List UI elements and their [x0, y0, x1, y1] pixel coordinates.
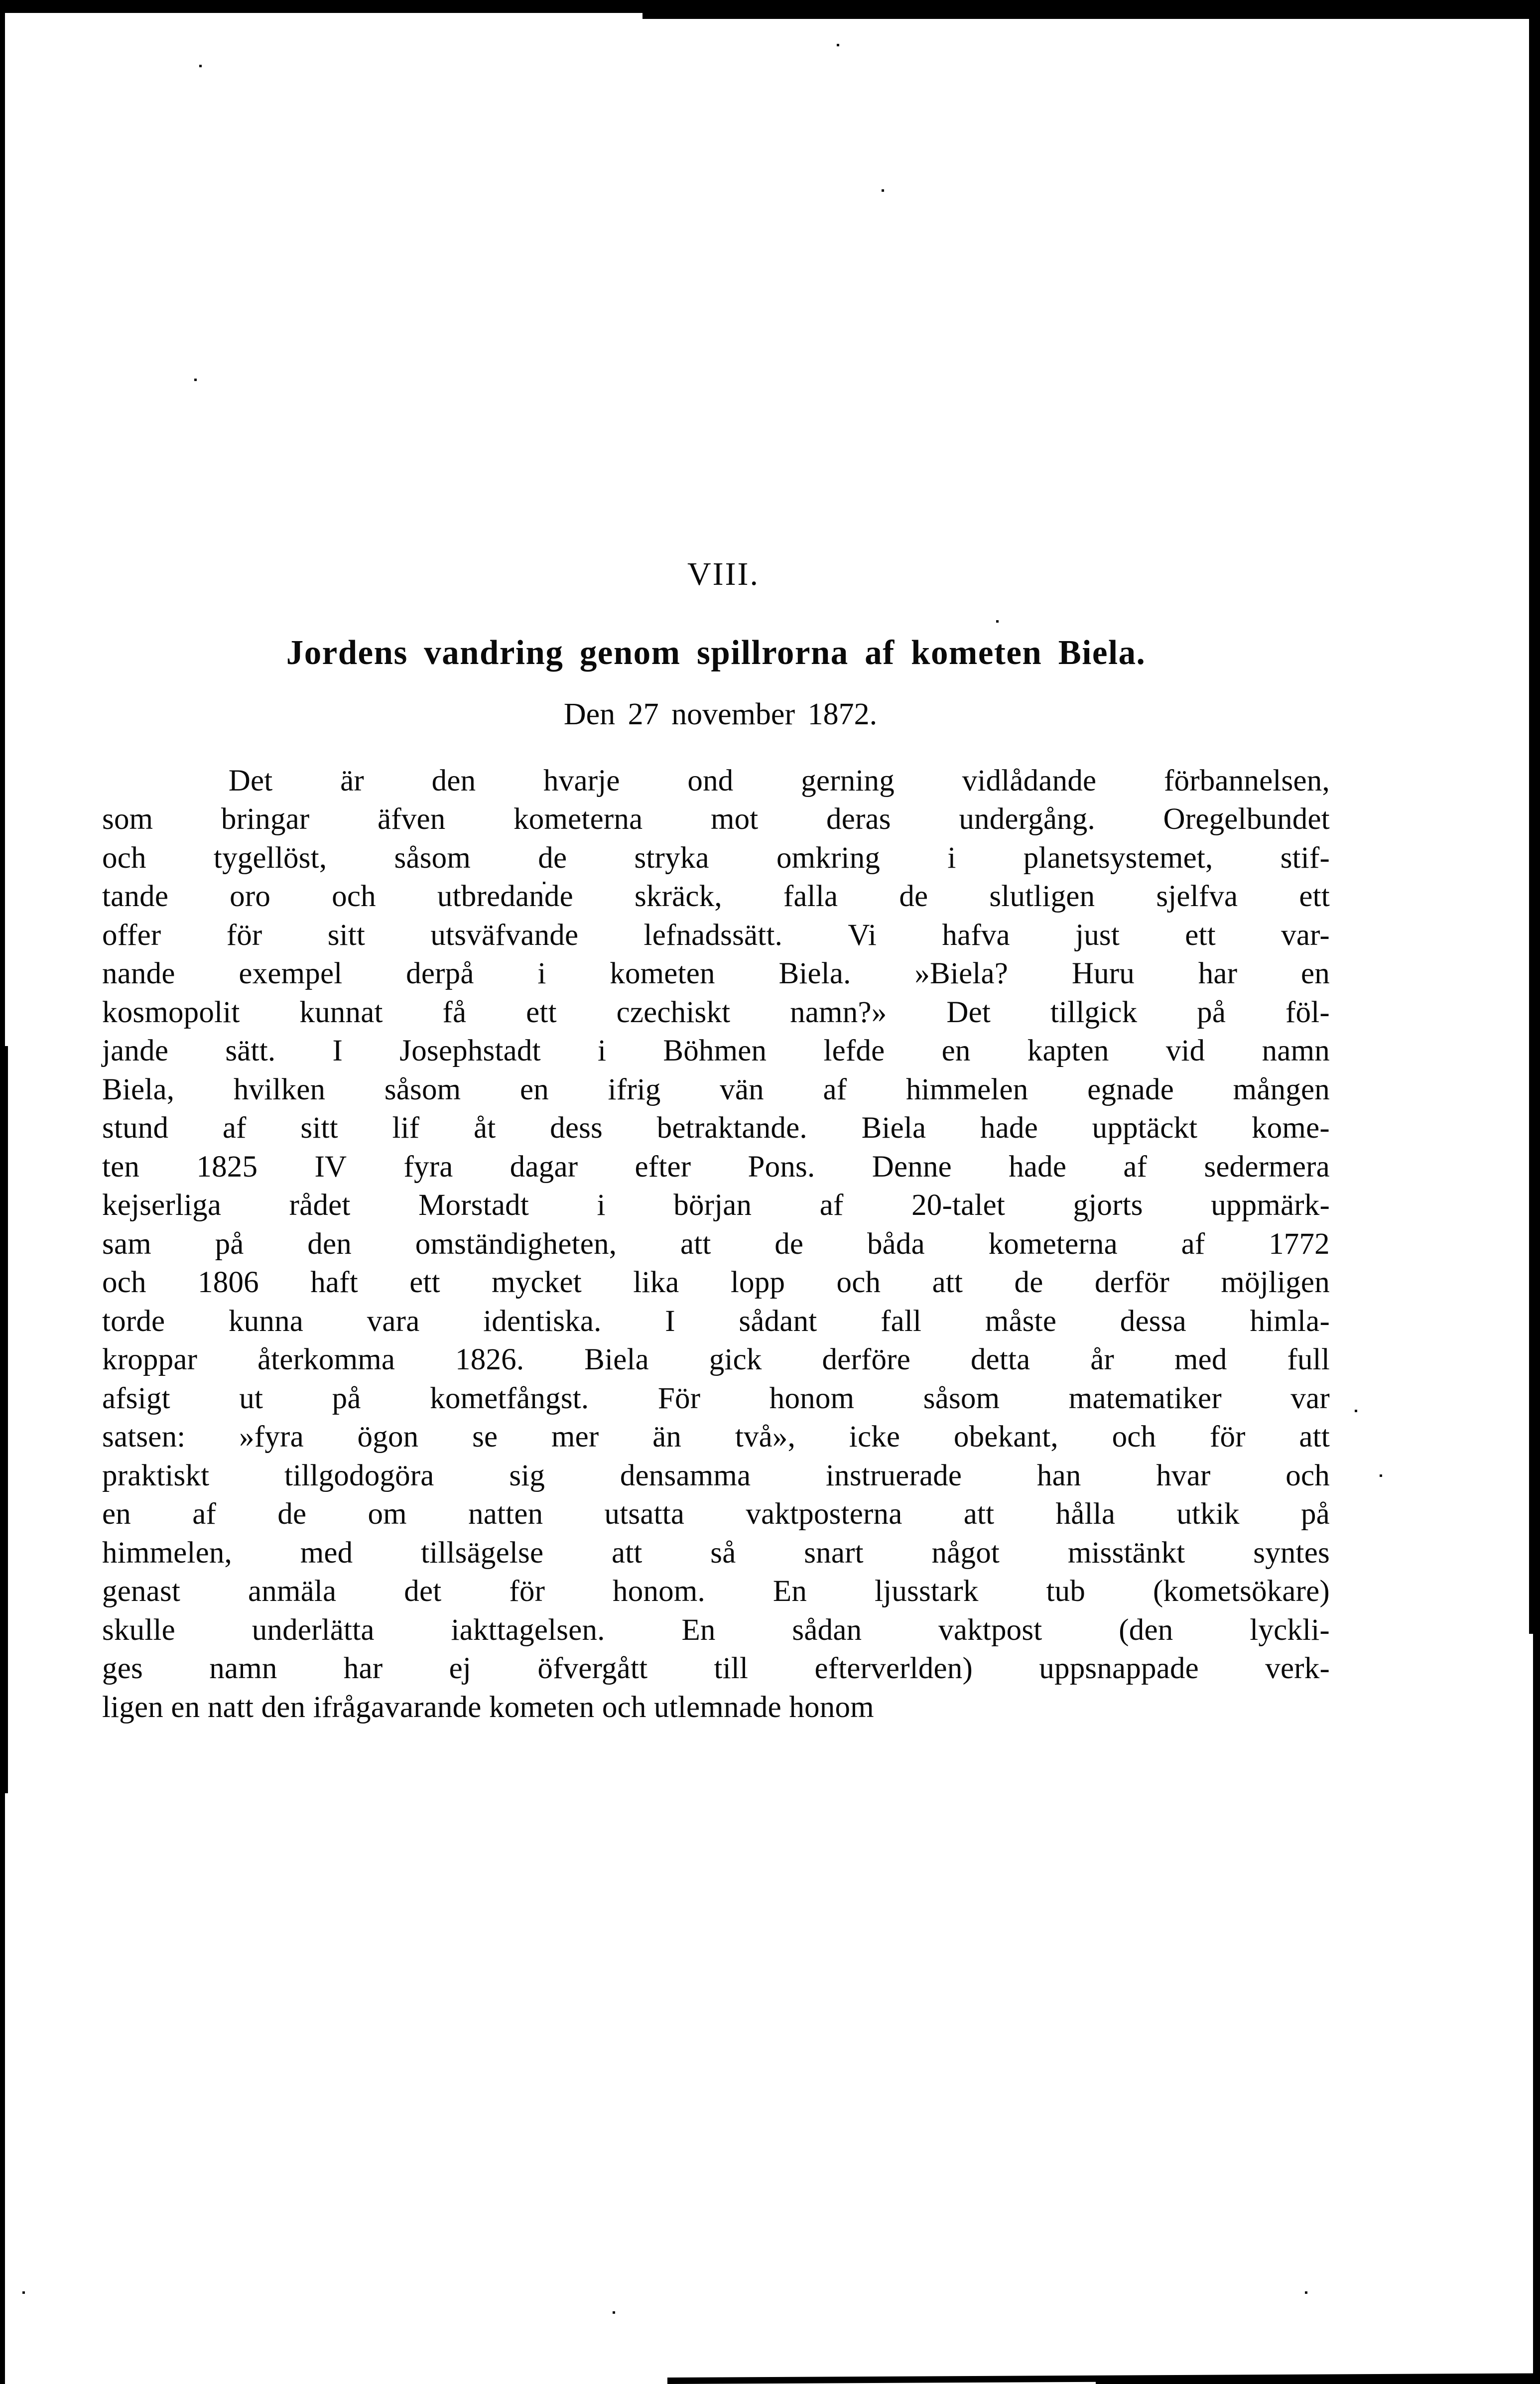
chapter-number: VIII. — [687, 556, 760, 592]
body-word: de — [538, 841, 567, 875]
body-word: måste — [985, 1304, 1057, 1338]
body-word: och — [102, 1266, 146, 1300]
body-word: genast — [102, 1575, 181, 1608]
body-line — [102, 954, 1330, 993]
body-word: iakttagelsen. — [451, 1613, 605, 1647]
body-word: på — [332, 1381, 361, 1415]
body-word: gick — [709, 1343, 762, 1377]
body-word: densamma — [620, 1458, 751, 1492]
body-word: att — [680, 1227, 711, 1261]
body-word: honom. — [613, 1575, 705, 1608]
body-word: ten — [102, 1150, 140, 1184]
body-word: ut — [239, 1381, 263, 1415]
body-line — [102, 762, 1330, 800]
body-word: en — [941, 1034, 971, 1068]
scan-speck — [1380, 1474, 1382, 1477]
body-word: tygellöst, — [213, 841, 327, 875]
body-word: hade — [980, 1111, 1038, 1145]
body-word: stif- — [1280, 841, 1330, 875]
body-word: år — [1090, 1343, 1115, 1377]
body-word: vän — [720, 1072, 764, 1106]
body-word: Biela — [584, 1343, 649, 1377]
body-word: kometerna — [988, 1227, 1118, 1261]
body-word: Det — [228, 764, 273, 797]
body-line — [102, 1340, 1330, 1379]
body-word: vaktpost — [938, 1613, 1042, 1647]
body-word: af — [823, 1072, 847, 1106]
body-word: till — [714, 1652, 749, 1686]
body-word: sedermera — [1204, 1150, 1330, 1184]
body-line — [102, 1109, 1330, 1148]
body-word: IV — [314, 1150, 347, 1184]
body-word: kunnat — [299, 995, 383, 1029]
body-word: på — [1300, 1497, 1330, 1531]
body-line — [102, 1534, 1330, 1573]
body-word: bringar — [221, 802, 310, 836]
body-line — [102, 1379, 1330, 1418]
body-word: praktiskt — [102, 1458, 210, 1492]
body-word: af — [819, 1189, 844, 1222]
body-word: hafva — [942, 918, 1010, 952]
scan-speck — [1305, 2291, 1307, 2294]
body-line — [102, 1148, 1330, 1187]
body-word: för — [1209, 1420, 1246, 1454]
body-word: lefde — [823, 1034, 885, 1068]
body-word: möjligen — [1221, 1266, 1330, 1300]
body-word: de — [1014, 1266, 1043, 1300]
body-word: ett — [409, 1266, 440, 1300]
body-word: lopp — [730, 1266, 785, 1300]
body-word: var — [1290, 1381, 1330, 1415]
body-word: ljusstark — [875, 1575, 979, 1608]
body-word: derpå — [406, 957, 474, 991]
body-line — [102, 993, 1330, 1032]
body-line — [102, 1070, 1330, 1109]
body-line — [102, 1649, 1330, 1688]
body-word: gerning — [801, 764, 895, 797]
body-word: ges — [102, 1652, 143, 1686]
body-word: himla- — [1250, 1304, 1330, 1338]
body-word: i — [947, 841, 956, 875]
body-word: för — [226, 918, 262, 952]
body-word: af — [1181, 1227, 1205, 1261]
body-word: afsigt — [102, 1381, 170, 1415]
body-word: Josephstadt — [399, 1034, 541, 1068]
scan-speck — [22, 2291, 25, 2294]
body-word: två», — [735, 1420, 796, 1454]
body-word: (kometsökare) — [1153, 1575, 1330, 1608]
body-word: af — [222, 1111, 247, 1145]
body-word: tillsägelse — [421, 1536, 544, 1570]
body-line — [102, 800, 1330, 839]
body-word: »Biela? — [914, 957, 1009, 991]
body-word: matematiker — [1068, 1381, 1222, 1415]
body-word: med — [300, 1536, 353, 1570]
body-word: En — [772, 1575, 807, 1608]
body-line — [102, 877, 1330, 916]
body-word: förbannelsen, — [1164, 764, 1330, 797]
body-word: just — [1075, 918, 1120, 952]
body-word: kome- — [1252, 1111, 1330, 1145]
body-word: och — [332, 880, 376, 914]
body-word: hvar — [1156, 1458, 1211, 1492]
body-word: utkik — [1176, 1497, 1240, 1531]
body-word: lif — [392, 1111, 420, 1145]
body-paragraph — [102, 762, 1330, 1727]
body-word: efter — [635, 1150, 691, 1184]
body-word: Denne — [872, 1150, 952, 1184]
body-word: namn — [1262, 1034, 1330, 1068]
body-word: gjorts — [1073, 1189, 1143, 1222]
body-word: ett — [1185, 918, 1216, 952]
body-word: En — [681, 1613, 716, 1647]
body-word: rådet — [289, 1189, 351, 1222]
body-word: hade — [1009, 1150, 1067, 1184]
body-word: af — [192, 1497, 217, 1531]
body-word: underlätta — [252, 1613, 375, 1647]
body-word: jande — [102, 1034, 169, 1068]
body-word: att — [963, 1497, 995, 1531]
body-word: än — [652, 1420, 682, 1454]
body-word: skulle — [102, 1613, 175, 1647]
body-word: har — [343, 1652, 383, 1686]
body-word: detta — [970, 1343, 1030, 1377]
scan-speck — [613, 2311, 615, 2314]
body-word: sådan — [792, 1613, 862, 1647]
body-word: 1806 — [198, 1266, 259, 1300]
body-word: så — [710, 1536, 736, 1570]
body-word: Biela, — [102, 1072, 175, 1106]
body-word: och — [1112, 1420, 1156, 1454]
body-word: kometerna — [513, 802, 643, 836]
body-word: att — [1299, 1420, 1330, 1454]
body-word: de — [277, 1497, 307, 1531]
body-word: »fyra — [239, 1420, 304, 1454]
scan-artifact-left-edge-lower — [0, 1046, 8, 1793]
body-word: czechiskt — [616, 995, 731, 1029]
body-word: verk- — [1265, 1652, 1330, 1686]
body-word: Böhmen — [663, 1034, 767, 1068]
body-word: såsom — [394, 841, 471, 875]
body-word: undergång. — [959, 802, 1095, 836]
body-word: åt — [474, 1111, 496, 1145]
body-word: något — [931, 1536, 1000, 1570]
body-line — [102, 1418, 1330, 1457]
body-word: mot — [710, 802, 759, 836]
body-line — [102, 1611, 1330, 1650]
body-word: kapten — [1027, 1034, 1109, 1068]
body-word: om — [368, 1497, 407, 1531]
body-word: 20-talet — [911, 1189, 1006, 1222]
body-word: tub — [1046, 1575, 1086, 1608]
body-word: misstänkt — [1067, 1536, 1185, 1570]
body-word: såsom — [384, 1072, 461, 1106]
body-word: Vi — [848, 918, 877, 952]
body-word: I — [332, 1034, 343, 1068]
body-word: har — [1198, 957, 1238, 991]
body-word: äfven — [378, 802, 446, 836]
body-word: betraktande. — [656, 1111, 807, 1145]
body-word: egnade — [1087, 1072, 1174, 1106]
body-word: instruerade — [826, 1458, 962, 1492]
body-word: i — [597, 1034, 607, 1068]
body-word: snart — [804, 1536, 864, 1570]
body-line — [102, 916, 1330, 955]
body-word: honom — [769, 1381, 855, 1415]
body-word: stryka — [634, 841, 709, 875]
body-word: sitt — [300, 1111, 338, 1145]
body-word: han — [1036, 1458, 1081, 1492]
scan-speck — [194, 379, 197, 381]
body-word: tande — [102, 880, 169, 914]
body-word: hålla — [1055, 1497, 1116, 1531]
body-word: skräck, — [634, 880, 722, 914]
scan-artifact-bottom-edge-right — [1096, 2376, 1540, 2384]
body-word: I — [665, 1304, 675, 1338]
body-line — [102, 1495, 1330, 1534]
body-word: var- — [1281, 918, 1330, 952]
body-word: namn?» — [790, 995, 887, 1029]
body-word: mången — [1233, 1072, 1330, 1106]
body-word: himmelen, — [102, 1536, 232, 1570]
body-word: För — [657, 1381, 701, 1415]
body-word: kometfångst. — [430, 1381, 589, 1415]
body-word: falla — [783, 880, 838, 914]
body-word: såsom — [923, 1381, 1000, 1415]
body-word: och — [1285, 1458, 1330, 1492]
body-word: vid — [1165, 1034, 1205, 1068]
body-word: fall — [881, 1304, 922, 1338]
body-word: Pons. — [748, 1150, 815, 1184]
body-word: en — [102, 1497, 131, 1531]
body-word: återkomma — [257, 1343, 395, 1377]
body-word: icke — [849, 1420, 900, 1454]
body-word: tillgick — [1050, 995, 1138, 1029]
body-word: dagar — [510, 1150, 578, 1184]
body-word: ej — [449, 1652, 472, 1686]
body-word: full — [1287, 1343, 1330, 1377]
body-line — [102, 1572, 1330, 1611]
body-word: kunna — [228, 1304, 304, 1338]
body-word: omständigheten, — [415, 1227, 617, 1261]
body-word: ögon — [357, 1420, 419, 1454]
body-word: de — [774, 1227, 804, 1261]
body-word: deras — [826, 802, 891, 836]
body-word: en — [1300, 957, 1330, 991]
body-line — [102, 1263, 1330, 1302]
body-word: utsatta — [604, 1497, 685, 1531]
body-line: ligen en natt den ifrågavarande kometen och utlemnade honom — [102, 1690, 874, 1724]
body-word: Biela — [861, 1111, 926, 1145]
scan-speck — [1355, 1410, 1357, 1412]
body-word: vara — [367, 1304, 420, 1338]
page-title: Jordens vandring genom spillrorna af kometen Biela. — [286, 634, 1146, 672]
body-line — [102, 1225, 1330, 1264]
body-word: Det — [946, 995, 991, 1029]
body-word: hvarje — [543, 764, 620, 797]
body-word: anmäla — [248, 1575, 337, 1608]
body-word: vaktposterna — [746, 1497, 902, 1531]
body-word: identiska. — [483, 1304, 602, 1338]
body-word: tillgodogöra — [284, 1458, 434, 1492]
body-word: att — [932, 1266, 963, 1300]
scan-speck — [882, 189, 884, 192]
body-word: dess — [550, 1111, 603, 1145]
body-word: på — [1197, 995, 1226, 1029]
body-line — [102, 1186, 1330, 1225]
body-word: 1825 — [196, 1150, 258, 1184]
body-word: en — [519, 1072, 549, 1106]
body-word: uppsnappade — [1039, 1652, 1199, 1686]
scan-artifact-right-edge-lower — [1533, 1614, 1540, 2384]
body-word: som — [102, 802, 153, 836]
body-word: det — [404, 1575, 442, 1608]
scan-speck — [199, 65, 202, 67]
body-word: hvilken — [233, 1072, 326, 1106]
body-word: ett — [526, 995, 557, 1029]
body-word: i — [597, 1189, 606, 1222]
body-word: stund — [102, 1111, 169, 1145]
body-word: offer — [102, 918, 161, 952]
body-word: lefnadssätt. — [643, 918, 783, 952]
body-word: sätt. — [225, 1034, 276, 1068]
scan-speck — [837, 44, 839, 46]
body-word: sådant — [739, 1304, 817, 1338]
body-word: ett — [1299, 880, 1330, 914]
body-word: Oregelbundet — [1163, 802, 1330, 836]
body-word: slutligen — [989, 880, 1095, 914]
body-word: är — [340, 764, 364, 797]
body-word: torde — [102, 1304, 165, 1338]
body-word: Huru — [1071, 957, 1135, 991]
body-word: öfvergått — [537, 1652, 648, 1686]
body-word: sitt — [327, 918, 366, 952]
body-word: den — [431, 764, 476, 797]
page-content — [102, 558, 1330, 1726]
scan-artifact-right-edge — [1529, 0, 1540, 1634]
body-word: Biela. — [778, 957, 851, 991]
body-word: kejserliga — [102, 1189, 222, 1222]
body-line — [102, 839, 1330, 878]
body-word: satsen: — [102, 1420, 186, 1454]
body-word: utbredande — [437, 880, 573, 914]
date-line: Den 27 november 1872. — [563, 697, 878, 731]
body-line — [102, 1032, 1330, 1070]
body-word: med — [1174, 1343, 1227, 1377]
body-word: obekant, — [953, 1420, 1058, 1454]
body-word: uppmärk- — [1211, 1189, 1330, 1222]
body-word: kometen — [610, 957, 715, 991]
body-word: se — [472, 1420, 498, 1454]
body-word: ifrig — [608, 1072, 661, 1106]
body-word: mycket — [492, 1266, 582, 1300]
body-word: oro — [230, 880, 271, 914]
body-word: och — [102, 841, 146, 875]
body-word: Morstadt — [418, 1189, 529, 1222]
body-word: de — [899, 880, 928, 914]
body-word: båda — [867, 1227, 925, 1261]
body-word: lika — [633, 1266, 679, 1300]
body-word: vidlådande — [962, 764, 1097, 797]
body-word: att — [611, 1536, 642, 1570]
body-line — [102, 1457, 1330, 1495]
body-word: derför — [1094, 1266, 1170, 1300]
body-word: namn — [209, 1652, 277, 1686]
body-word: 1772 — [1269, 1227, 1330, 1261]
body-word: himmelen — [905, 1072, 1028, 1106]
body-word: sig — [509, 1458, 545, 1492]
body-word: fyra — [403, 1150, 453, 1184]
body-word: exempel — [239, 957, 343, 991]
body-word: efterverlden) — [814, 1652, 973, 1686]
paragraph-indent — [102, 762, 161, 800]
body-word: mer — [551, 1420, 599, 1454]
body-word: den — [307, 1227, 352, 1261]
body-word: kosmopolit — [102, 995, 240, 1029]
body-word: början — [673, 1189, 752, 1222]
body-word: af — [1123, 1150, 1148, 1184]
body-word: syntes — [1253, 1536, 1330, 1570]
body-word: föl- — [1285, 995, 1330, 1029]
body-word: derföre — [822, 1343, 910, 1377]
body-word: på — [215, 1227, 244, 1261]
body-word: omkring — [776, 841, 881, 875]
body-word: dessa — [1120, 1304, 1186, 1338]
body-word: i — [537, 957, 546, 991]
body-line — [102, 1302, 1330, 1341]
body-word: för — [509, 1575, 545, 1608]
body-word: haft — [310, 1266, 358, 1300]
body-word: utsväfvande — [430, 918, 579, 952]
body-word: nande — [102, 957, 175, 991]
body-word: sam — [102, 1227, 151, 1261]
body-word: 1826. — [455, 1343, 524, 1377]
body-word: planetsystemet, — [1023, 841, 1213, 875]
body-word: och — [836, 1266, 881, 1300]
body-word: natten — [468, 1497, 543, 1531]
body-word: lyckli- — [1250, 1613, 1330, 1647]
body-word: upptäckt — [1092, 1111, 1198, 1145]
body-word: få — [442, 995, 467, 1029]
body-word: (den — [1119, 1613, 1173, 1647]
scan-artifact-top-edge — [0, 0, 1540, 13]
body-word: sjelfva — [1156, 880, 1238, 914]
body-word: ond — [687, 764, 734, 797]
body-word: kroppar — [102, 1343, 198, 1377]
